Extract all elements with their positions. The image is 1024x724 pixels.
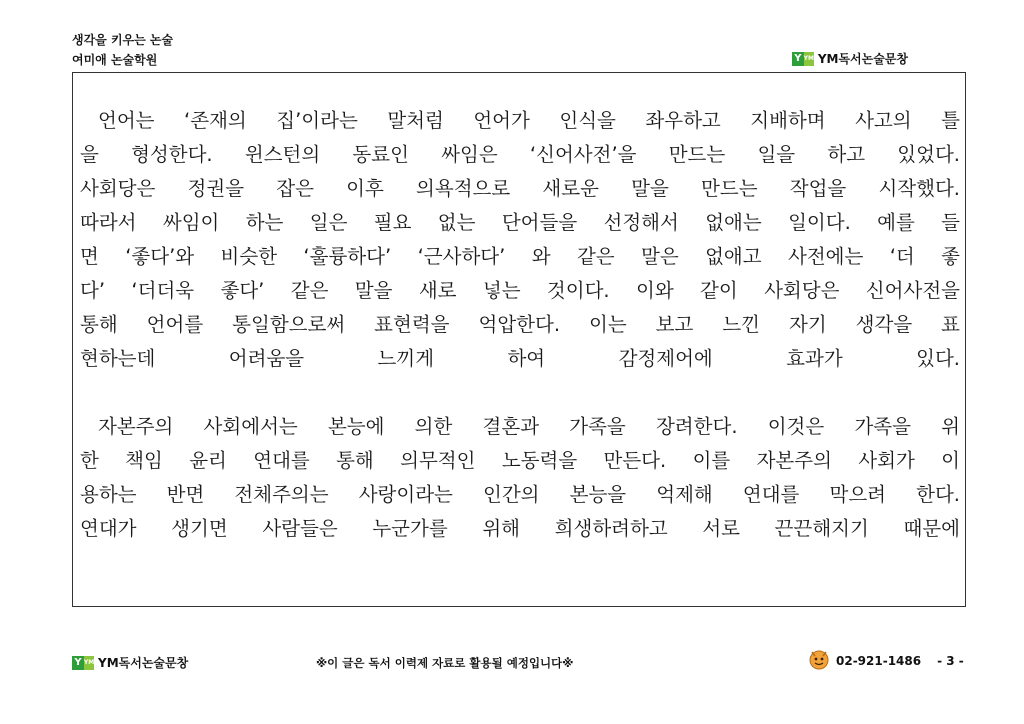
phone-mascot-icon <box>806 648 832 674</box>
paragraph-line: 한 책임 윤리 연대를 통해 의무적인 노동력을 만든다. 이를 자본주의 사회가 이 <box>80 449 960 472</box>
header-line-1: 생각을 키우는 논술 <box>72 33 174 47</box>
paragraph-2 <box>80 410 960 546</box>
paragraph-line: 통해 언어를 통일함으로써 표현력을 억압한다. 이는 보고 느낀 자기 생각을 표 <box>80 313 960 336</box>
header-brand <box>792 50 908 67</box>
paragraph-line: 연대가 생기면 사람들은 누군가를 위해 희생하려하고 서로 끈끈해지기 때문에 <box>80 517 960 540</box>
paragraph-line: 다’ ‘더더욱 좋다’ 같은 말을 새로 넣는 것이다. 이와 같이 사회당은 신어사전을 <box>80 279 960 302</box>
paragraph-line: 따라서 싸임이 하는 일은 필요 없는 단어들을 선정해서 없애는 일이다. 예를 들 <box>80 211 960 234</box>
ym-logo-icon <box>72 656 94 670</box>
ym-logo-icon <box>792 52 814 66</box>
paragraph-line: 사회당은 정권을 잡은 이후 의욕적으로 새로운 말을 만드는 작업을 시작했다. <box>80 177 960 200</box>
header-brand-name: YM독서논술문창 <box>817 52 908 66</box>
document-body <box>80 104 960 546</box>
footer-brand-name: YM독서논술문창 <box>98 656 189 670</box>
logo-letter: Y <box>792 52 804 66</box>
paragraph-1 <box>80 104 960 376</box>
logo-small: YM <box>84 656 94 670</box>
paragraph-line: 을 형성한다. 윈스턴의 동료인 싸임은 ‘신어사전’을 만드는 일을 하고 있었다. <box>80 143 960 166</box>
logo-letter: Y <box>72 656 84 670</box>
footer-phone: 02-921-1486 <box>836 654 922 668</box>
paragraph-line: 자본주의 사회에서는 본능에 의한 결혼과 가족을 장려한다. 이것은 가족을 위 <box>98 415 960 438</box>
footer-brand <box>72 654 188 671</box>
footer-note: ※이 글은 독서 이력제 자료로 활용될 예정입니다※ <box>316 656 574 670</box>
header-title <box>72 30 173 70</box>
paragraph-line: 현하는데 어려움을 느끼게 하여 감정제어에 효과가 있다. <box>80 347 960 370</box>
paragraph-line: 언어는 ‘존재의 집’이라는 말처럼 언어가 인식을 좌우하고 지배하며 사고의 틀 <box>98 109 960 132</box>
page-number: - 3 - <box>937 654 964 668</box>
header-line-2: 여미애 논술학원 <box>72 53 158 67</box>
paragraph-line: 면 ‘좋다’와 비슷한 ‘훌륭하다’ ‘근사하다’ 와 같은 말은 없애고 사전에는 ‘더 좋 <box>80 245 960 268</box>
paragraph-line: 용하는 반면 전체주의는 사랑이라는 인간의 본능을 억제해 연대를 막으려 한다. <box>80 483 960 506</box>
logo-small: YM <box>804 52 814 66</box>
paragraph-gap <box>80 376 960 410</box>
footer-contact <box>806 648 964 674</box>
